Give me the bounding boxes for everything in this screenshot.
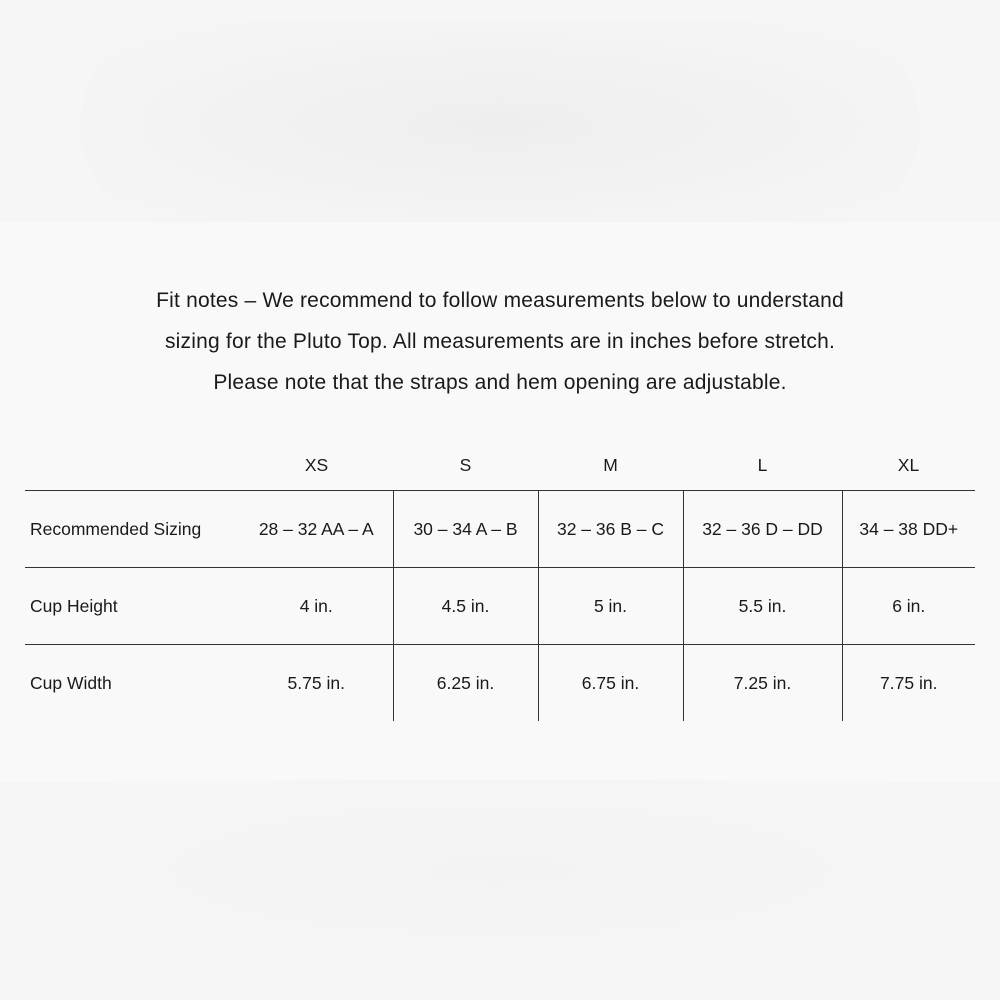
- table-cell: 4.5 in.: [393, 568, 538, 645]
- header-size-xl: XL: [842, 440, 975, 491]
- size-chart-table: [25, 440, 975, 721]
- fit-notes-line-3: Please note that the straps and hem opening are adjustable.: [213, 371, 787, 394]
- table-cell: 32 – 36 B – C: [538, 491, 683, 568]
- row-label: Cup Width: [30, 672, 112, 693]
- table-cell: 30 – 34 A – B: [393, 491, 538, 568]
- table-cell: 5.5 in.: [683, 568, 842, 645]
- table-cell: 4 in.: [240, 568, 393, 645]
- table-cell: 5 in.: [538, 568, 683, 645]
- table-cell: 7.75 in.: [842, 645, 975, 722]
- table-cell: 34 – 38 DD+: [842, 491, 975, 568]
- header-corner: [25, 440, 240, 491]
- table-cell: 6 in.: [842, 568, 975, 645]
- table-cell: 7.25 in.: [683, 645, 842, 722]
- table-cell: 6.25 in.: [393, 645, 538, 722]
- header-size-xs: XS: [240, 440, 393, 491]
- header-size-s: S: [393, 440, 538, 491]
- fit-notes-line-1: Fit notes – We recommend to follow measurements below to understand: [156, 289, 844, 312]
- table-cell: 28 – 32 AA – A: [240, 491, 393, 568]
- fit-notes: [60, 280, 940, 403]
- table-row-cup-width: [25, 645, 975, 722]
- row-label: Cup Height: [25, 568, 240, 645]
- table-row-cup-height: [25, 568, 975, 645]
- table-cell: 32 – 36 D – DD: [683, 491, 842, 568]
- table-row-recommended-sizing: [25, 491, 975, 568]
- background-glow-top: [80, 20, 920, 230]
- header-size-l: L: [683, 440, 842, 491]
- row-label: Recommended Sizing: [25, 491, 240, 568]
- header-size-m: M: [538, 440, 683, 491]
- table-cell: 5.75 in.: [287, 672, 345, 693]
- fit-notes-line-2: sizing for the Pluto Top. All measurements are in inches before stretch.: [164, 330, 835, 353]
- table-cell: 6.75 in.: [538, 645, 683, 722]
- header-row: [25, 440, 975, 491]
- background-glow-bottom: [40, 780, 960, 960]
